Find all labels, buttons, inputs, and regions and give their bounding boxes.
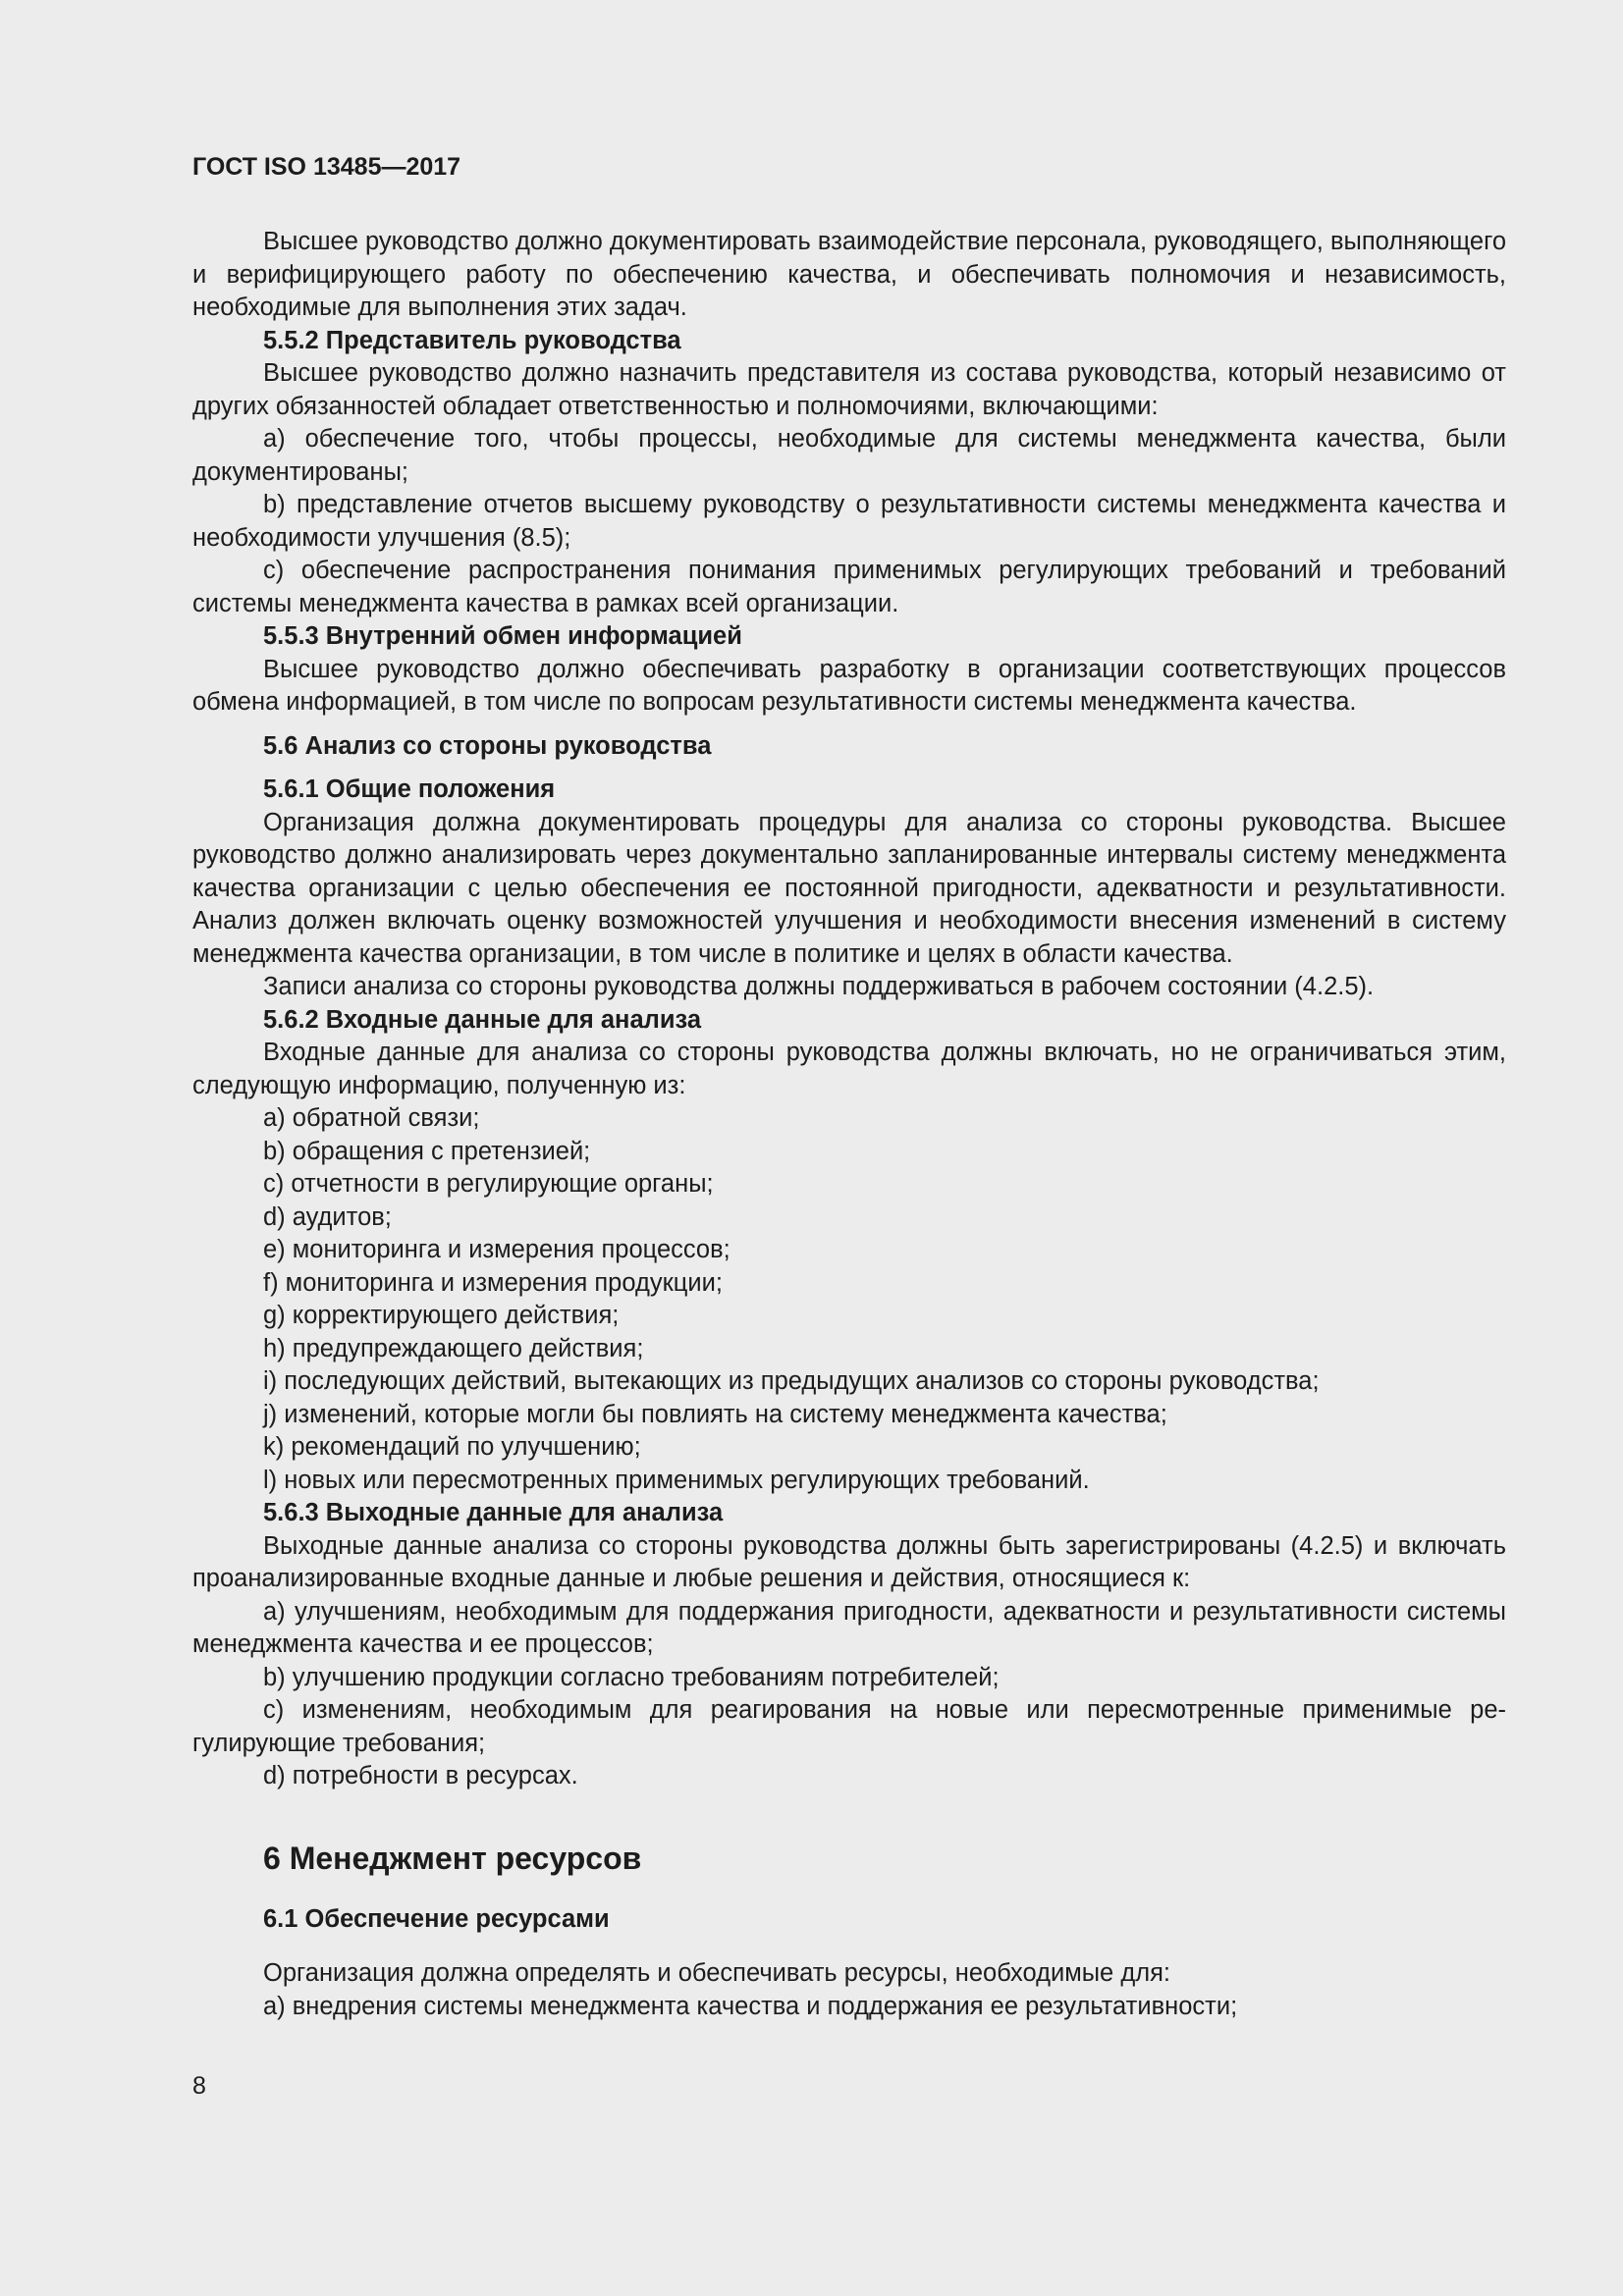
list-item: c) изменениям, необходимым для реагирования на новые или пересмотренные применимые регулирующие требования; (192, 1696, 1506, 1757)
list-item: a) обратной связи; (263, 1104, 480, 1132)
clause-heading-5-6-2: 5.6.2 Входные данные для анализа (263, 1005, 702, 1034)
list-item: a) обеспечение того, чтобы процессы, необходимые для системы менеджмента качества, были документированы; (192, 425, 1506, 486)
list-item: e) мониторинга и измерения процессов; (263, 1236, 730, 1263)
list-item: c) отчетности в регулирующие органы; (263, 1170, 714, 1198)
list-item: i) последующих действий, вытекающих из предыдущих анализов со стороны руководства; (263, 1367, 1320, 1395)
document-body (192, 226, 1506, 2023)
paragraph: Выходные данные анализа со стороны руководства должны быть зарегистрированы (4.2.5) и включать проанализированные входные данные и любые решения и действия, относящиеся к: (192, 1531, 1506, 1592)
list-item: j) изменений, которые могли бы повлиять на систему менеджмента качества; (263, 1400, 1167, 1428)
list-item: k) рекомендаций по улучшению; (263, 1433, 641, 1461)
list-item: c) обеспечение распространения понимания применимых регулирующих требований и требований системы менеджмента качества в рамках всей организации. (192, 557, 1506, 617)
clause-heading-5-5-2: 5.5.2 Представитель руководства (263, 326, 681, 354)
list-item: b) обращения с претензией; (263, 1137, 591, 1165)
chapter-heading-6: 6 Менеджмент ресурсов (263, 1840, 642, 1876)
list-item: a) улучшениям, необходимым для поддержания пригодности, адекватности и результативности системы менеджмента качества и ее процессов; (192, 1597, 1506, 1658)
clause-heading-5-5-3: 5.5.3 Внутренний обмен информацией (263, 622, 742, 650)
paragraph: Высшее руководство должно назначить представителя из состава руководства, который независимо от других обязанностей обладает ответственностью и полномочиями, включающими: (192, 359, 1506, 420)
list-item: b) представление отчетов высшему руководству о результативности системы менеджмента качества и необходимости улучшения (8.5); (192, 491, 1506, 552)
section-heading-6-1: 6.1 Обеспечение ресурсами (263, 1904, 610, 1933)
paragraph: Высшее руководство должно документировать взаимодействие персонала, руководящего, выполняющего и верифицирующего работу по обеспечению качества, и обеспечивать полномочия и независимость, необходимые для выполнения этих задач. (192, 228, 1506, 321)
list-item: g) корректирующего действия; (263, 1302, 620, 1329)
list-item: h) предупреждающего действия; (263, 1334, 644, 1362)
paragraph: Организация должна определять и обеспечивать ресурсы, необходимые для: (263, 1959, 1170, 1987)
list-item: b) улучшению продукции согласно требованиям потребителей; (263, 1663, 1000, 1691)
list-item: d) потребности в ресурсах. (263, 1762, 578, 1789)
section-heading-5-6: 5.6 Анализ со стороны руководства (263, 731, 712, 760)
list-item: d) аудитов; (263, 1202, 392, 1231)
paragraph: Высшее руководство должно обеспечивать разработку в организации соответствующих процессов обмена информацией, в том числе по вопросам результативности системы менеджмента качества. (192, 655, 1506, 716)
clause-heading-5-6-3: 5.6.3 Выходные данные для анализа (263, 1499, 724, 1526)
document-code-header: ГОСТ ISO 13485—2017 (192, 153, 461, 181)
clause-heading-5-6-1: 5.6.1 Общие положения (263, 775, 556, 803)
page-number: 8 (192, 2072, 206, 2100)
paragraph: Входные данные для анализа со стороны руководства должны включать, но не ограничиваться этим, следующую информацию, полученную из: (192, 1039, 1506, 1099)
list-item: f) мониторинга и измерения продукции; (263, 1268, 723, 1297)
list-item: l) новых или пересмотренных применимых регулирующих требований. (263, 1466, 1090, 1494)
paragraph: Записи анализа со стороны руководства должны поддерживаться в рабочем состоянии (4.2.5). (263, 973, 1375, 1000)
list-item: a) внедрения системы менеджмента качества и поддержания ее результативности; (263, 1992, 1238, 2020)
paragraph: Организация должна документировать процедуры для анализа со стороны руководства. Высшее руководство должно анализировать через документально запланированные интервалы систему менеджмента качества организации с целью обеспечения ее постоянной пригодности, адекватности и результативности. Анализ должен включать оценку возможностей улучшения и необходимости внесения изменений в систему менеджмента качества организации, в том числе в политике и целях в области качества. (192, 808, 1506, 968)
